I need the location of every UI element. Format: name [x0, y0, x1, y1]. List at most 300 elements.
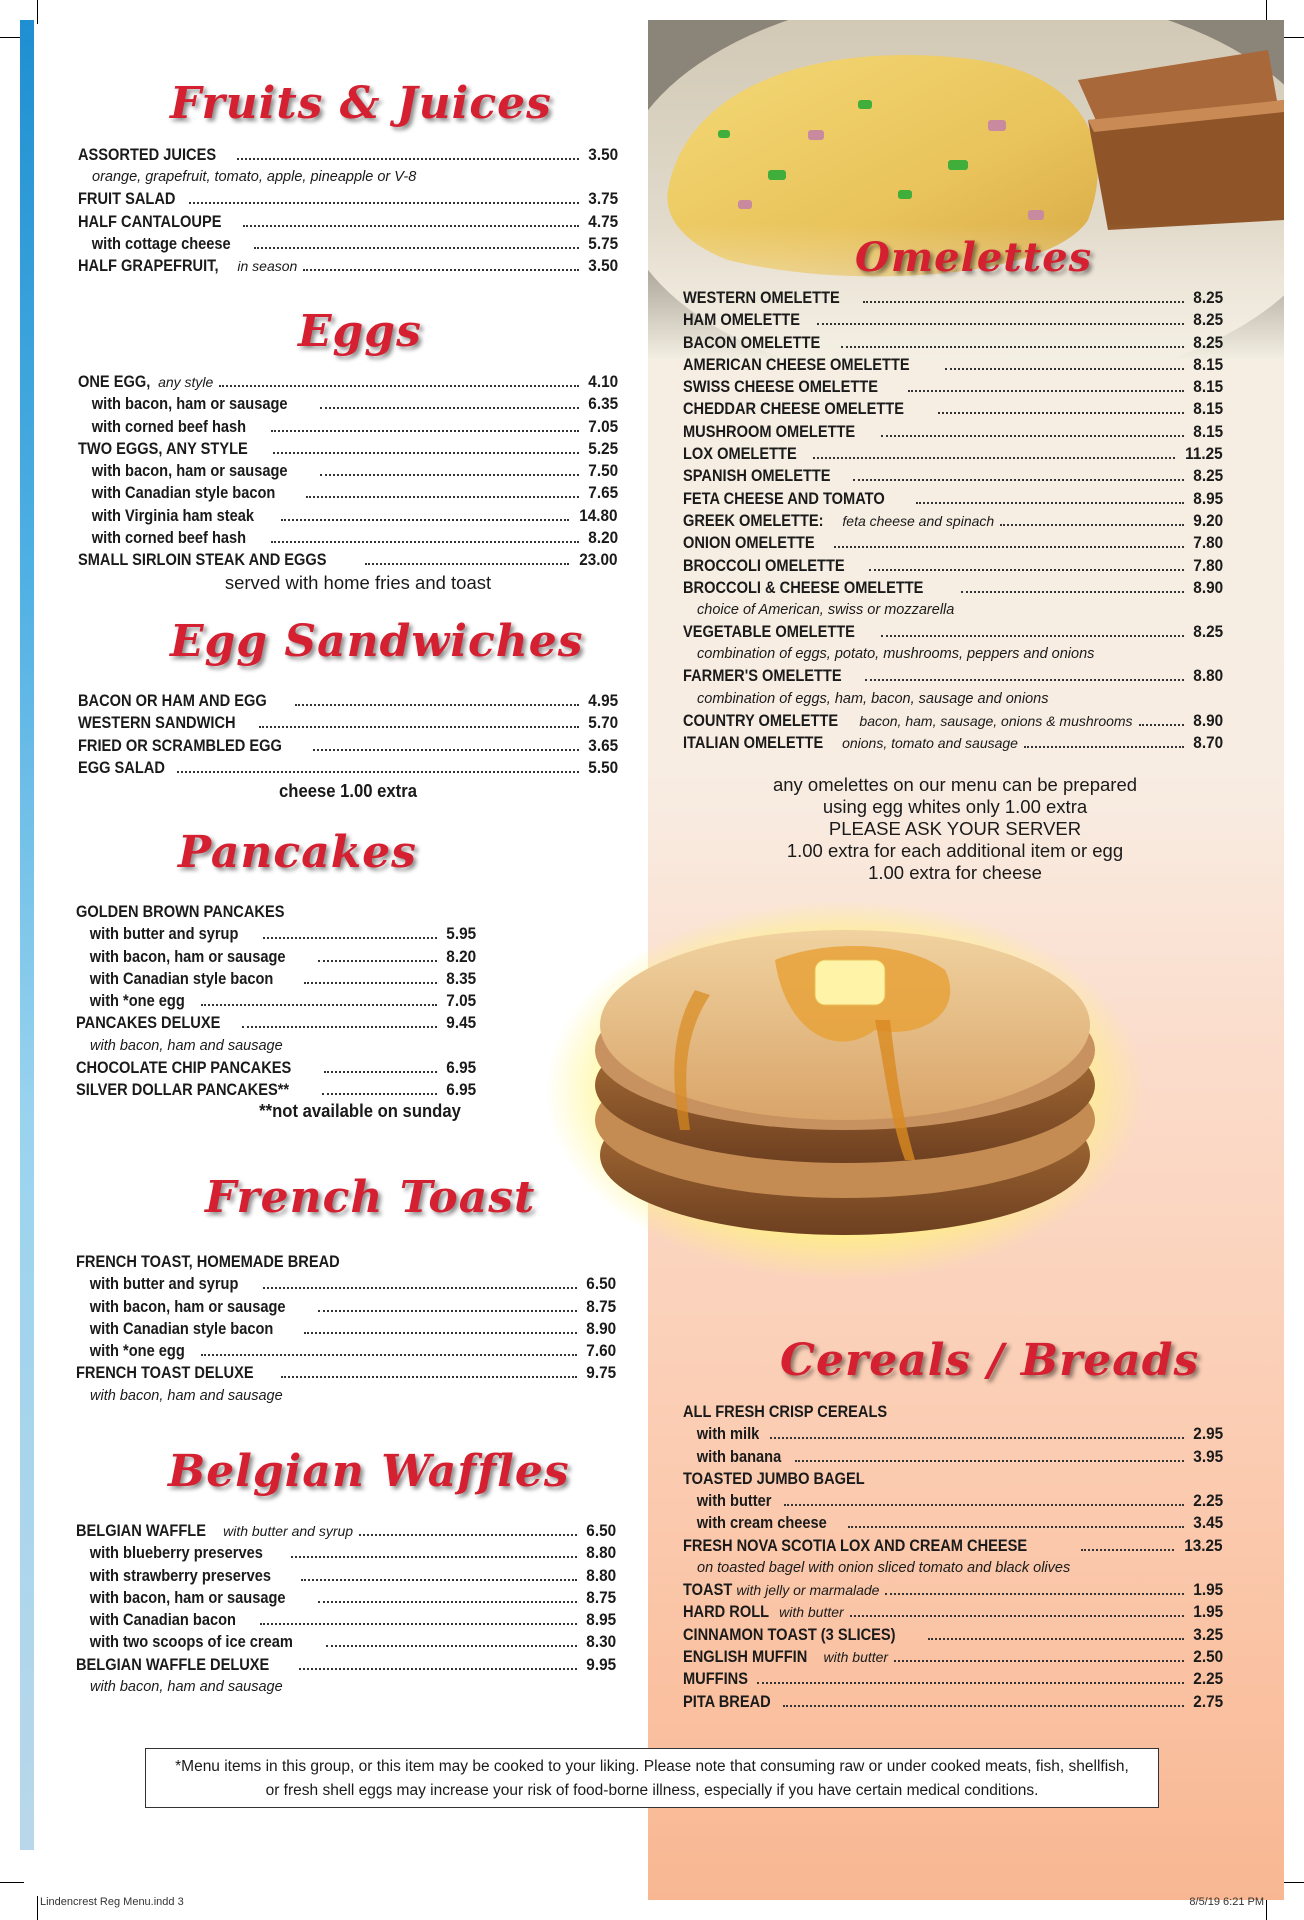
menu-item	[683, 1512, 1223, 1534]
item-description: with butter	[779, 1604, 844, 1621]
item-name: with *one egg	[89, 1341, 185, 1361]
item-note: on toasted bagel with onion sliced tomato and black olives	[697, 1560, 1071, 1577]
section-title-fruits-juices: Fruits & Juices	[170, 78, 552, 129]
item-price: 3.45	[1193, 1513, 1223, 1533]
file-name-label: Lindencrest Reg Menu.indd 3	[40, 1896, 184, 1908]
menu-item	[683, 1579, 1223, 1601]
item-name: PANCAKES DELUXE	[76, 1013, 221, 1033]
leader-dots	[303, 269, 579, 271]
menu-item	[78, 549, 618, 571]
menu-item	[683, 555, 1223, 577]
item-name: MUFFINS	[683, 1669, 748, 1689]
omelette-note-line: 1.00 extra for cheese	[868, 862, 1042, 883]
item-description: bacon, ham, sausage, onions & mushrooms	[859, 712, 1133, 729]
item-name: HALF GRAPEFRUIT,	[78, 256, 219, 276]
item-name: GREEK OMELETTE:	[683, 510, 824, 530]
menu-item	[78, 690, 618, 712]
leader-dots	[281, 1376, 577, 1378]
item-price: 8.35	[446, 968, 476, 988]
item-name: with two scoops of ice cream	[89, 1632, 293, 1652]
item-price: 6.50	[586, 1521, 616, 1540]
leader-dots	[848, 1526, 1184, 1528]
item-name: with butter and syrup	[89, 924, 239, 944]
leader-dots	[783, 1705, 1184, 1707]
item-name: BELGIAN WAFFLE	[76, 1521, 206, 1540]
item-name: with butter and syrup	[89, 1274, 239, 1294]
item-note: combination of eggs, ham, bacon, sausage and onions	[697, 690, 1049, 707]
menu-item	[683, 1490, 1223, 1512]
item-price: 3.65	[588, 735, 618, 755]
item-name: TWO EGGS, ANY STYLE	[78, 438, 248, 458]
item-name: SPANISH OMELETTE	[683, 466, 831, 486]
menu-item	[683, 309, 1223, 331]
leader-dots	[318, 1601, 577, 1603]
item-name: with cream cheese	[696, 1513, 827, 1533]
item-price: 1.95	[1193, 1580, 1223, 1600]
menu-item	[76, 901, 476, 923]
menu-item	[76, 968, 476, 990]
menu-item	[683, 1468, 1223, 1490]
leader-dots	[365, 563, 569, 565]
leader-dots	[945, 368, 1184, 370]
menu-item	[683, 710, 1223, 732]
leader-dots	[865, 679, 1183, 681]
item-name: with corned beef hash	[91, 528, 247, 548]
leader-dots	[795, 1460, 1184, 1462]
menu-item	[683, 354, 1223, 376]
leader-dots	[318, 1310, 577, 1312]
leader-dots	[326, 1645, 577, 1647]
leader-dots	[320, 474, 579, 476]
crop-mark	[37, 0, 38, 24]
item-name: FRENCH TOAST DELUXE	[76, 1363, 254, 1383]
item-name: ONE EGG,	[78, 372, 151, 391]
item-price: 7.50	[588, 461, 618, 481]
item-price: 7.05	[446, 991, 476, 1011]
menu-item	[78, 757, 618, 779]
leader-dots	[295, 704, 578, 706]
item-name: SWISS CHEESE OMELETTE	[683, 377, 878, 397]
leader-dots	[928, 1638, 1184, 1640]
leader-dots	[177, 771, 579, 773]
menu-item	[76, 1296, 616, 1318]
item-description: onions, tomato and sausage	[842, 735, 1018, 752]
omelette-note-line: any omelettes on our menu can be prepared	[772, 774, 1138, 795]
item-name: GOLDEN BROWN PANCAKES	[76, 902, 285, 921]
section-title-egg-sandwiches: Egg Sandwiches	[170, 616, 584, 667]
item-price: 9.75	[586, 1363, 616, 1383]
menu-item	[76, 1654, 616, 1676]
item-price: 8.25	[1193, 466, 1223, 486]
menu-item	[76, 1057, 476, 1079]
item-price: 8.20	[446, 946, 476, 966]
item-price: 13.25	[1184, 1535, 1223, 1555]
leader-dots	[263, 1287, 577, 1289]
menu-item	[78, 233, 618, 255]
item-price: 8.75	[586, 1296, 616, 1316]
item-name: with bacon, ham or sausage	[89, 1587, 286, 1607]
eggs-list	[78, 371, 618, 572]
leader-dots	[916, 502, 1184, 504]
fruits-juices-list	[78, 144, 618, 277]
leader-dots	[813, 457, 1175, 459]
item-note: with bacon, ham and sausage	[90, 1387, 283, 1404]
menu-item	[76, 1362, 616, 1384]
menu-item	[76, 1012, 476, 1034]
menu-item	[683, 621, 1223, 643]
menu-item	[683, 376, 1223, 398]
leader-dots	[324, 1071, 437, 1073]
menu-item	[78, 371, 618, 393]
belgian-waffles-list	[76, 1520, 616, 1698]
menu-item	[78, 188, 618, 210]
item-name: with *one egg	[89, 991, 185, 1011]
menu-item	[683, 287, 1223, 309]
item-price: 5.70	[588, 713, 618, 733]
menu-item	[76, 1273, 616, 1295]
menu-item	[683, 1401, 1223, 1423]
leader-dots	[271, 541, 578, 543]
item-description: feta cheese and spinach	[842, 512, 995, 529]
section-title-belgian-waffles: Belgian Waffles	[168, 1446, 570, 1497]
item-name: ENGLISH MUFFIN	[683, 1646, 808, 1666]
leader-dots	[263, 937, 437, 939]
item-price: 8.80	[586, 1565, 616, 1585]
item-name: FRENCH TOAST, HOMEMADE BREAD	[76, 1252, 340, 1271]
menu-item	[683, 577, 1223, 599]
item-name: with corned beef hash	[91, 416, 247, 436]
item-price: 8.95	[1193, 488, 1223, 508]
leader-dots	[757, 1682, 1184, 1684]
menu-item	[683, 443, 1223, 465]
item-name: with blueberry preserves	[89, 1543, 263, 1563]
menu-item	[76, 1520, 616, 1542]
item-price: 9.45	[446, 1013, 476, 1033]
menu-item	[683, 488, 1223, 510]
menu-item	[76, 1565, 616, 1587]
cereals-breads-list	[683, 1401, 1223, 1713]
item-name: BACON OMELETTE	[683, 332, 821, 352]
leader-dots	[908, 390, 1184, 392]
item-description: with jelly or marmalade	[736, 1582, 880, 1599]
leader-dots	[841, 346, 1184, 348]
leader-dots	[301, 1579, 577, 1581]
omelette-note-line: 1.00 extra for each additional item or egg	[786, 840, 1124, 861]
leader-dots	[1081, 1549, 1174, 1551]
item-price: 8.95	[586, 1610, 616, 1630]
item-price: 23.00	[579, 550, 618, 570]
item-name: MUSHROOM OMELETTE	[683, 421, 856, 441]
item-price: 4.10	[588, 372, 618, 391]
item-price: 8.25	[1193, 310, 1223, 330]
item-name: with strawberry preserves	[89, 1565, 271, 1585]
menu-item	[683, 465, 1223, 487]
item-name: BROCCOLI OMELETTE	[683, 555, 845, 575]
item-name: AMERICAN CHEESE OMELETTE	[683, 354, 910, 374]
item-price: 5.95	[446, 924, 476, 944]
item-price: 2.25	[1193, 1669, 1223, 1689]
leader-dots	[313, 749, 579, 751]
item-name: FRUIT SALAD	[78, 189, 176, 209]
leader-dots	[1000, 524, 1184, 526]
item-price: 5.75	[588, 233, 618, 253]
leader-dots	[243, 225, 579, 227]
item-name: FRESH NOVA SCOTIA LOX AND CREAM CHEESE	[683, 1535, 1028, 1555]
item-price: 8.90	[1193, 710, 1223, 730]
item-name: BELGIAN WAFFLE DELUXE	[76, 1654, 270, 1674]
item-price: 3.25	[1193, 1624, 1223, 1644]
item-name: WESTERN OMELETTE	[683, 288, 840, 307]
menu-item	[683, 1446, 1223, 1468]
menu-item	[78, 393, 618, 415]
leader-dots	[817, 323, 1184, 325]
item-price: 6.95	[446, 1057, 476, 1077]
item-name: TOAST	[683, 1580, 733, 1600]
item-price: 9.95	[586, 1654, 616, 1674]
menu-item	[683, 421, 1223, 443]
item-name: with banana	[696, 1446, 782, 1466]
item-name: BROCCOLI & CHEESE OMELETTE	[683, 577, 924, 597]
item-price: 6.35	[588, 394, 618, 414]
omelette-note-line: PLEASE ASK YOUR SERVER	[828, 818, 1082, 839]
item-price: 11.25	[1185, 444, 1223, 464]
leader-dots	[784, 1504, 1184, 1506]
menu-item	[78, 712, 618, 734]
item-name: with Canadian bacon	[89, 1610, 236, 1630]
leader-dots	[885, 1593, 1183, 1595]
menu-item	[76, 1542, 616, 1564]
item-name: FARMER'S OMELETTE	[683, 666, 842, 686]
item-name: ITALIAN OMELETTE	[683, 733, 824, 753]
leader-dots	[894, 1660, 1184, 1662]
leader-dots	[254, 247, 579, 249]
disclaimer-line-1: *Menu items in this group, or this item may be cooked to your liking. Please note that consuming raw or under cooked meats, fish, shellfish,	[175, 1758, 1129, 1775]
item-name: with bacon, ham or sausage	[91, 461, 288, 481]
item-name: with butter	[696, 1491, 772, 1511]
item-price: 3.95	[1193, 1446, 1223, 1466]
item-price: 9.20	[1193, 510, 1223, 530]
item-name: with Canadian style bacon	[89, 968, 274, 988]
item-name: ONION OMELETTE	[683, 533, 815, 553]
egg-sandwiches-list	[78, 690, 618, 779]
menu-item	[78, 505, 618, 527]
menu-item	[76, 1609, 616, 1631]
leader-dots	[219, 385, 579, 387]
menu-item	[683, 1601, 1223, 1623]
crop-mark	[37, 1896, 38, 1920]
item-name: LOX OMELETTE	[683, 444, 797, 464]
menu-item	[78, 527, 618, 549]
menu-item	[683, 532, 1223, 554]
section-title-omelettes: Omelettes	[855, 234, 1093, 281]
item-price: 3.50	[588, 145, 618, 164]
eggs-footnote: served with home fries and toast	[224, 572, 492, 593]
leader-dots	[281, 519, 570, 521]
crop-mark	[0, 1882, 24, 1883]
item-price: 5.25	[588, 438, 618, 458]
item-name: with cottage cheese	[91, 233, 231, 253]
menu-item	[76, 1631, 616, 1653]
menu-item	[683, 665, 1223, 687]
item-price: 14.80	[579, 505, 618, 525]
menu-item	[76, 1587, 616, 1609]
item-price: 6.95	[446, 1080, 476, 1100]
item-name: with bacon, ham or sausage	[89, 946, 286, 966]
leader-dots	[881, 435, 1184, 437]
leader-dots	[881, 635, 1184, 637]
menu-item	[76, 990, 476, 1012]
item-price: 7.80	[1193, 555, 1223, 575]
item-name: ASSORTED JUICES	[78, 145, 217, 164]
item-name: with milk	[696, 1424, 760, 1444]
item-price: 8.15	[1193, 354, 1223, 374]
item-name: SILVER DOLLAR PANCAKES**	[76, 1080, 290, 1100]
item-price: 8.90	[586, 1318, 616, 1338]
menu-item	[78, 144, 618, 166]
menu-item	[76, 1340, 616, 1362]
item-note: with bacon, ham and sausage	[90, 1037, 283, 1054]
leader-dots	[834, 546, 1184, 548]
pancake-stack-photo	[545, 900, 1145, 1280]
section-title-eggs: Eggs	[298, 306, 422, 357]
menu-item	[683, 1668, 1223, 1690]
menu-item	[683, 1646, 1223, 1668]
menu-item	[683, 398, 1223, 420]
item-price: 8.25	[1193, 332, 1223, 352]
leader-dots	[770, 1437, 1184, 1439]
item-price: 8.90	[1193, 577, 1223, 597]
item-name: PITA BREAD	[683, 1691, 771, 1711]
leader-dots	[318, 960, 437, 962]
allergy-disclaimer	[145, 1748, 1159, 1808]
item-description: any style	[158, 374, 214, 390]
item-name: COUNTRY OMELETTE	[683, 710, 839, 730]
menu-item	[76, 1318, 616, 1340]
menu-item	[78, 255, 618, 277]
leader-dots	[850, 1615, 1184, 1617]
item-note: choice of American, swiss or mozzarella	[697, 602, 955, 619]
item-price: 7.80	[1193, 533, 1223, 553]
menu-item	[683, 1423, 1223, 1445]
menu-item	[78, 438, 618, 460]
menu-item	[78, 460, 618, 482]
omelette-note-line: using egg whites only 1.00 extra	[822, 796, 1088, 817]
leader-dots	[359, 1534, 577, 1536]
pancakes-list	[76, 901, 476, 1101]
menu-item	[76, 923, 476, 945]
item-name: TOASTED JUMBO BAGEL	[683, 1468, 865, 1488]
item-price: 8.15	[1193, 421, 1223, 441]
item-price: 3.75	[588, 189, 618, 209]
leader-dots	[853, 479, 1184, 481]
section-title-pancakes: Pancakes	[178, 827, 417, 878]
menu-item	[683, 1691, 1223, 1713]
leader-dots	[863, 301, 1184, 303]
leader-dots	[320, 407, 579, 409]
item-price: 4.95	[588, 691, 618, 710]
item-name: FRIED OR SCRAMBLED EGG	[78, 735, 282, 755]
item-note: with bacon, ham and sausage	[90, 1679, 283, 1696]
leader-dots	[961, 591, 1184, 593]
leader-dots	[201, 1354, 577, 1356]
leader-dots	[237, 158, 579, 160]
item-note: combination of eggs, potato, mushrooms, peppers and onions	[697, 646, 1095, 663]
item-description: with butter and syrup	[223, 1523, 354, 1539]
item-price: 8.80	[586, 1543, 616, 1563]
item-name: HAM OMELETTE	[683, 310, 800, 330]
item-price: 8.25	[1193, 622, 1223, 642]
item-name: CINNAMON TOAST (3 SLICES)	[683, 1624, 896, 1644]
item-price: 4.75	[588, 211, 618, 231]
menu-item	[78, 211, 618, 233]
menu-item	[78, 482, 618, 504]
leader-dots	[1139, 724, 1184, 726]
disclaimer-line-2: or fresh shell eggs may increase your risk of food-borne illness, especially if you have certain medical conditions.	[265, 1782, 1039, 1799]
leader-dots	[938, 412, 1184, 414]
menu-item	[683, 332, 1223, 354]
item-name: VEGETABLE OMELETTE	[683, 622, 855, 642]
leader-dots	[189, 202, 579, 204]
leader-dots	[1024, 746, 1184, 748]
menu-item	[78, 735, 618, 757]
item-name: with Canadian style bacon	[89, 1318, 274, 1338]
item-name: FETA CHEESE AND TOMATO	[683, 488, 885, 508]
item-name: ALL FRESH CRISP CEREALS	[683, 1402, 888, 1421]
item-name: with bacon, ham or sausage	[89, 1296, 286, 1316]
menu-item	[683, 1624, 1223, 1646]
item-name: with bacon, ham or sausage	[91, 394, 288, 414]
leader-dots	[260, 1623, 577, 1625]
menu-item	[683, 732, 1223, 754]
menu-item	[76, 946, 476, 968]
item-name: CHEDDAR CHEESE OMELETTE	[683, 399, 904, 419]
item-name: with Canadian style bacon	[91, 483, 276, 503]
item-price: 3.50	[588, 256, 618, 276]
item-price: 2.95	[1193, 1424, 1223, 1444]
omelettes-list	[683, 287, 1223, 754]
sandwiches-footnote: cheese 1.00 extra	[279, 780, 417, 801]
leader-dots	[304, 1332, 577, 1334]
leader-dots	[242, 1026, 437, 1028]
section-title-french-toast: French Toast	[205, 1172, 536, 1223]
menu-item	[78, 416, 618, 438]
item-description: with butter	[823, 1648, 889, 1665]
leader-dots	[259, 726, 579, 728]
leader-dots	[201, 1004, 437, 1006]
leader-dots	[273, 452, 578, 454]
item-price: 2.50	[1193, 1646, 1223, 1666]
item-name: WESTERN SANDWICH	[78, 713, 236, 733]
french-toast-list	[76, 1251, 616, 1407]
item-price: 6.50	[586, 1274, 616, 1294]
item-price: 1.95	[1193, 1602, 1223, 1622]
leader-dots	[291, 1556, 577, 1558]
leader-dots	[271, 430, 578, 432]
item-price: 2.25	[1193, 1491, 1223, 1511]
item-price: 8.15	[1193, 399, 1223, 419]
leader-dots	[299, 1668, 577, 1670]
item-price: 5.50	[588, 757, 618, 777]
menu-item	[76, 1079, 476, 1101]
leader-dots	[869, 569, 1184, 571]
item-price: 7.65	[588, 483, 618, 503]
item-price: 8.80	[1193, 666, 1223, 686]
item-price: 8.75	[586, 1587, 616, 1607]
item-description: in season	[237, 258, 298, 275]
item-name: SMALL SIRLOIN STEAK AND EGGS	[78, 550, 327, 570]
item-name: CHOCOLATE CHIP PANCAKES	[76, 1057, 292, 1077]
menu-item	[683, 1535, 1223, 1557]
